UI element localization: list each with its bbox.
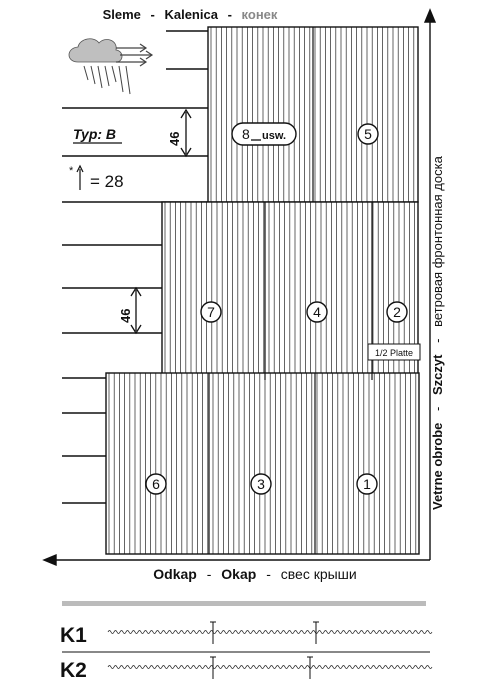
panel-label-5 [358, 124, 378, 144]
profile-label-k2: K2 [60, 659, 87, 682]
right-label: Vetrne obrobe - Szczyt - ветровая фронтонная доска [430, 156, 445, 510]
bottom-label: Odkap - Okap - свес крыши [153, 566, 357, 582]
separator-bar [62, 601, 426, 606]
svg-text:1/2 Platte: 1/2 Platte [374, 348, 414, 358]
panel-label-1 [357, 474, 377, 494]
overlap-arrow-icon [77, 166, 83, 190]
svg-text:5: 5 [364, 126, 372, 142]
svg-text:7: 7 [207, 304, 215, 320]
spacing-dimension-a [181, 110, 191, 156]
profile-label-k1: K1 [60, 624, 87, 647]
half-panel-label [368, 344, 420, 360]
spacing-value-a: 46 [167, 131, 182, 146]
overlap-marker: * [69, 165, 74, 177]
top-label: Sleme - Kalenica - конек [102, 7, 278, 22]
panel-label-6 [146, 474, 166, 494]
panel-row-bottom [106, 373, 419, 554]
panel-label-4 [307, 302, 327, 322]
svg-text:2: 2 [393, 304, 401, 320]
panel-label-2 [387, 302, 407, 322]
panel-label-3 [251, 474, 271, 494]
svg-text:4: 4 [313, 304, 321, 320]
svg-text:6: 6 [152, 476, 160, 492]
overlap-value: = 28 [90, 172, 124, 191]
profile-wave-k1 [62, 622, 432, 652]
spacing-value-b: 46 [118, 308, 133, 323]
panel-label-7 [201, 302, 221, 322]
svg-text:1: 1 [363, 476, 371, 492]
svg-text:8: 8 [242, 126, 250, 142]
profile-drawings [62, 622, 432, 687]
profile-wave-k2 [62, 657, 432, 687]
panel-label-8 [232, 123, 296, 145]
type-label: Typ: B [73, 126, 117, 142]
svg-text:3: 3 [257, 476, 265, 492]
svg-text:usw.: usw. [262, 130, 287, 142]
cloud-rain-wind-icon [69, 39, 152, 94]
